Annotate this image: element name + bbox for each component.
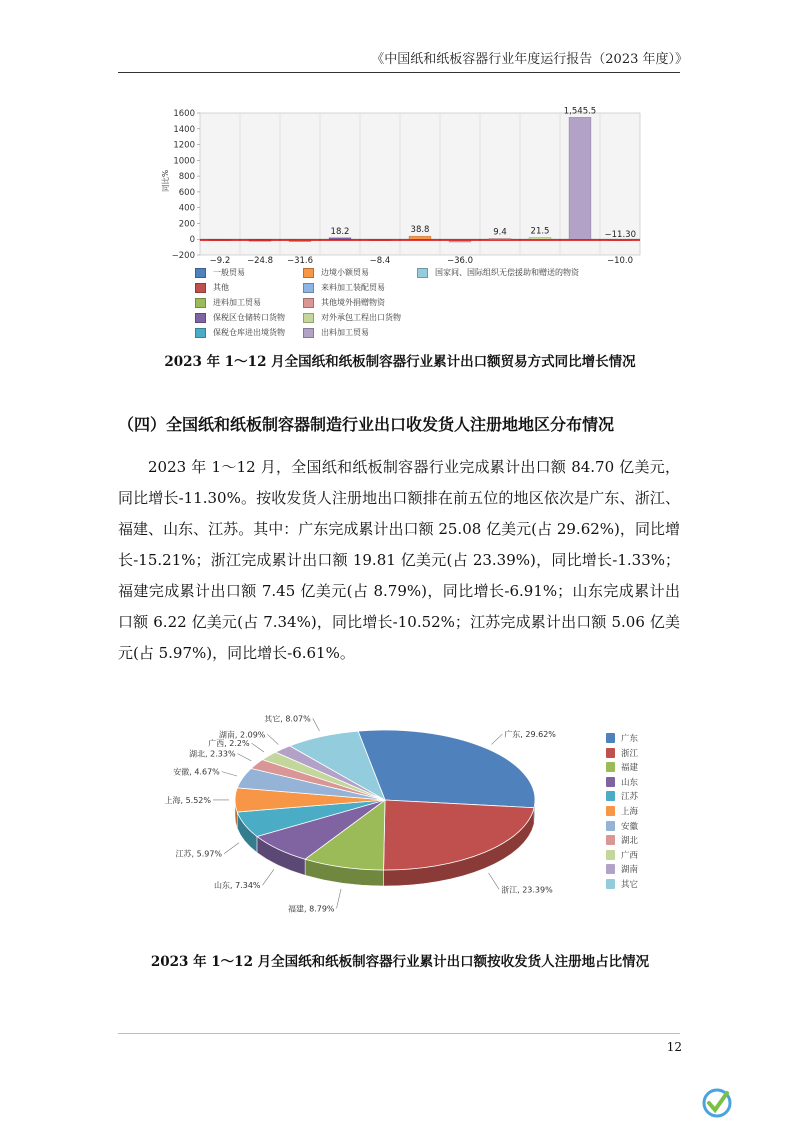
y-axis-label: 同比%	[161, 169, 170, 192]
pie-legend-label: 广西	[621, 850, 639, 861]
pie-legend-label: 福建	[621, 763, 639, 774]
pie-legend-item	[606, 878, 638, 890]
legend-item	[195, 327, 285, 338]
paperinsight-logo-icon	[704, 1090, 730, 1116]
pie-legend-label: 浙江	[621, 748, 639, 759]
bar-value-label: 21.5	[530, 226, 550, 237]
pie-slice-label: 福建, 8.79%	[288, 904, 335, 914]
pie-slice	[358, 730, 535, 808]
y-tick-label: 1000	[173, 156, 195, 167]
pie-leader-line	[224, 843, 239, 854]
pie-legend-swatch	[606, 777, 615, 787]
bar-value-label: −8.4	[369, 256, 391, 266]
y-tick-label: 1600	[173, 109, 195, 119]
bar-value-label: 9.4	[493, 227, 507, 238]
pie-leader-line	[222, 772, 237, 776]
legend-label: 其他境外捐赠物资	[321, 298, 385, 307]
pie-leader-line	[238, 754, 252, 761]
legend-swatch	[195, 268, 206, 278]
legend-swatch	[303, 298, 314, 308]
bar	[529, 238, 551, 240]
legend-swatch	[195, 328, 206, 338]
pie-leader-line	[252, 743, 264, 752]
legend-label: 保税仓库进出境货物	[213, 328, 285, 337]
pie-slice-label: 广东, 29.62%	[504, 730, 556, 740]
pie-legend-item	[606, 790, 638, 802]
pie-legend-label: 其它	[621, 880, 639, 890]
legend-label: 来料加工装配贸易	[321, 283, 385, 292]
pie-legend-label: 江苏	[621, 792, 639, 803]
pie-legend-item	[606, 761, 638, 773]
legend-item	[303, 267, 369, 278]
y-tick-label: 800	[178, 172, 195, 183]
legend-label: 进料加工贸易	[213, 298, 261, 307]
pie-leader-line	[488, 873, 499, 889]
pie-legend-swatch	[606, 791, 615, 801]
pie-slice	[384, 800, 535, 870]
reference-line-label: −11.30	[604, 230, 636, 241]
bar-value-label: −9.2	[209, 256, 231, 266]
pie-leader-line	[263, 869, 274, 885]
legend-swatch	[303, 268, 314, 278]
pie-slice-label: 广西, 2.2%	[208, 739, 250, 749]
legend-item	[195, 312, 285, 323]
bar-value-label: −36.0	[446, 256, 474, 266]
pie-legend-item	[606, 834, 638, 846]
bar-value-label: 38.8	[410, 225, 430, 236]
pie-legend-label: 湖北	[621, 836, 639, 847]
legend-label: 对外承包工程出口货物	[321, 313, 401, 322]
pie-legend-item	[606, 863, 638, 875]
pie-legend-item	[606, 732, 638, 744]
legend-swatch	[195, 283, 206, 293]
pie-leader-line	[313, 718, 320, 731]
region-pie-chart	[160, 715, 680, 935]
pie-slice-label: 上海, 5.52%	[164, 795, 212, 805]
pie-leader-line	[337, 889, 342, 908]
pie-legend-label: 上海	[621, 807, 639, 817]
pie-legend-swatch	[606, 864, 615, 874]
legend-swatch	[195, 298, 206, 308]
pie-chart-caption: 2023 年 1～12 月全国纸和纸板制容器行业累计出口额按收发货人注册地占比情况	[150, 954, 650, 970]
legend-label: 边境小额贸易	[321, 268, 369, 277]
legend-item	[195, 267, 245, 278]
legend-item	[195, 282, 229, 293]
pie-legend-swatch	[606, 821, 615, 831]
pie-legend-swatch	[606, 850, 615, 860]
pie-slice-label: 安徽, 4.67%	[173, 767, 220, 777]
legend-label: 一般贸易	[213, 268, 245, 277]
pie-legend-swatch	[606, 733, 615, 743]
bar-chart-caption: 2023 年 1～12 月全国纸和纸板制容器行业累计出口额贸易方式同比增长情况	[164, 354, 636, 370]
legend-item	[303, 327, 369, 338]
pie-slice-label: 江苏, 5.97%	[175, 849, 223, 859]
section-heading: （四）全国纸和纸板制容器制造行业出口收发货人注册地地区分布情况	[118, 415, 615, 434]
pie-legend-swatch	[606, 879, 615, 889]
pie-slice-label: 湖南, 2.09%	[218, 730, 266, 740]
legend-item	[303, 312, 401, 323]
legend-item	[417, 267, 579, 278]
legend-label: 其他	[213, 283, 229, 292]
pie-legend-swatch	[606, 762, 615, 772]
y-tick-label: 0	[189, 235, 195, 246]
pie-legend-item	[606, 849, 638, 861]
y-tick-label: 200	[178, 219, 195, 230]
pie-slice-label: 浙江, 23.39%	[501, 885, 553, 895]
pie-leader-line	[491, 734, 502, 744]
legend-swatch	[417, 268, 428, 278]
bar	[329, 238, 351, 240]
pie-legend-label: 广东	[621, 734, 639, 744]
legend-item	[303, 297, 385, 308]
legend-item	[303, 282, 385, 293]
legend-label: 出料加工贸易	[321, 328, 369, 337]
pie-legend-swatch	[606, 835, 615, 845]
paperinsight-logo	[700, 1085, 795, 1125]
header-divider	[118, 72, 680, 73]
pie-legend-label: 湖南	[621, 865, 639, 876]
pie-legend-swatch	[606, 806, 615, 816]
bar-value-label: 18.2	[330, 226, 350, 237]
y-tick-label: 600	[178, 187, 195, 198]
legend-swatch	[303, 313, 314, 323]
pie-legend-label: 安徽	[621, 821, 639, 832]
body-paragraph: 2023 年 1～12 月，全国纸和纸板制容器行业完成累计出口额 84.70 亿美元，同比增长-11.30%。按收发货人注册地出口额排在前五位的地区依次是广东、浙江、福建、山东、江苏。其中：广东完成累计出口额 25.08 亿美元(占 29.62%)，同比增长-15.21%；浙江完成累计出口额 19.81 亿美元(占 23.39%)，同比增长-1.33%；福建完成累计出口额 7.45 亿美元(占 8.79%)，同比增长-6.91%；山东完成累计出口额 6.22 亿美元(占 7.34%)，同比增长-10.52%；江苏完成累计出口额 5.06 亿美元(占 5.97%)，同比增长-6.61%。	[118, 458, 680, 662]
bar-value-label: −31.6	[286, 256, 314, 266]
pie-legend-item	[606, 776, 638, 788]
y-tick-label: −200	[171, 251, 195, 261]
bar	[569, 117, 591, 239]
bar-value-label: 1,545.5	[563, 106, 597, 117]
legend-swatch	[303, 328, 314, 338]
bar-value-label: −10.0	[606, 256, 634, 266]
pie-legend-item	[606, 747, 638, 759]
bar-value-label: −24.8	[246, 256, 274, 266]
legend-item	[195, 297, 261, 308]
legend-label: 保税区仓储转口货物	[213, 313, 285, 322]
pie-leader-line	[267, 734, 278, 744]
pie-slice-label: 湖北, 2.33%	[189, 749, 236, 759]
bar	[409, 236, 431, 239]
running-header: 《中国纸和纸板容器行业年度运行报告（2023 年度）》	[371, 52, 688, 67]
y-tick-label: 1400	[173, 124, 195, 135]
pie-legend-item	[606, 820, 638, 832]
legend-swatch	[195, 313, 206, 323]
legend-swatch	[303, 283, 314, 293]
page-number: 12	[666, 1040, 682, 1054]
pie-legend-swatch	[606, 748, 615, 758]
pie-legend-label: 山东	[621, 777, 639, 788]
footer-divider	[118, 1033, 680, 1034]
legend-label: 国家间、国际组织无偿援助和赠送的物资	[435, 268, 579, 277]
pie-slice-label: 山东, 7.34%	[214, 881, 261, 891]
y-tick-label: 1200	[173, 140, 195, 151]
pie-legend-item	[606, 805, 638, 817]
pie-slice-label: 其它, 8.07%	[264, 715, 311, 724]
y-tick-label: 400	[178, 203, 195, 214]
